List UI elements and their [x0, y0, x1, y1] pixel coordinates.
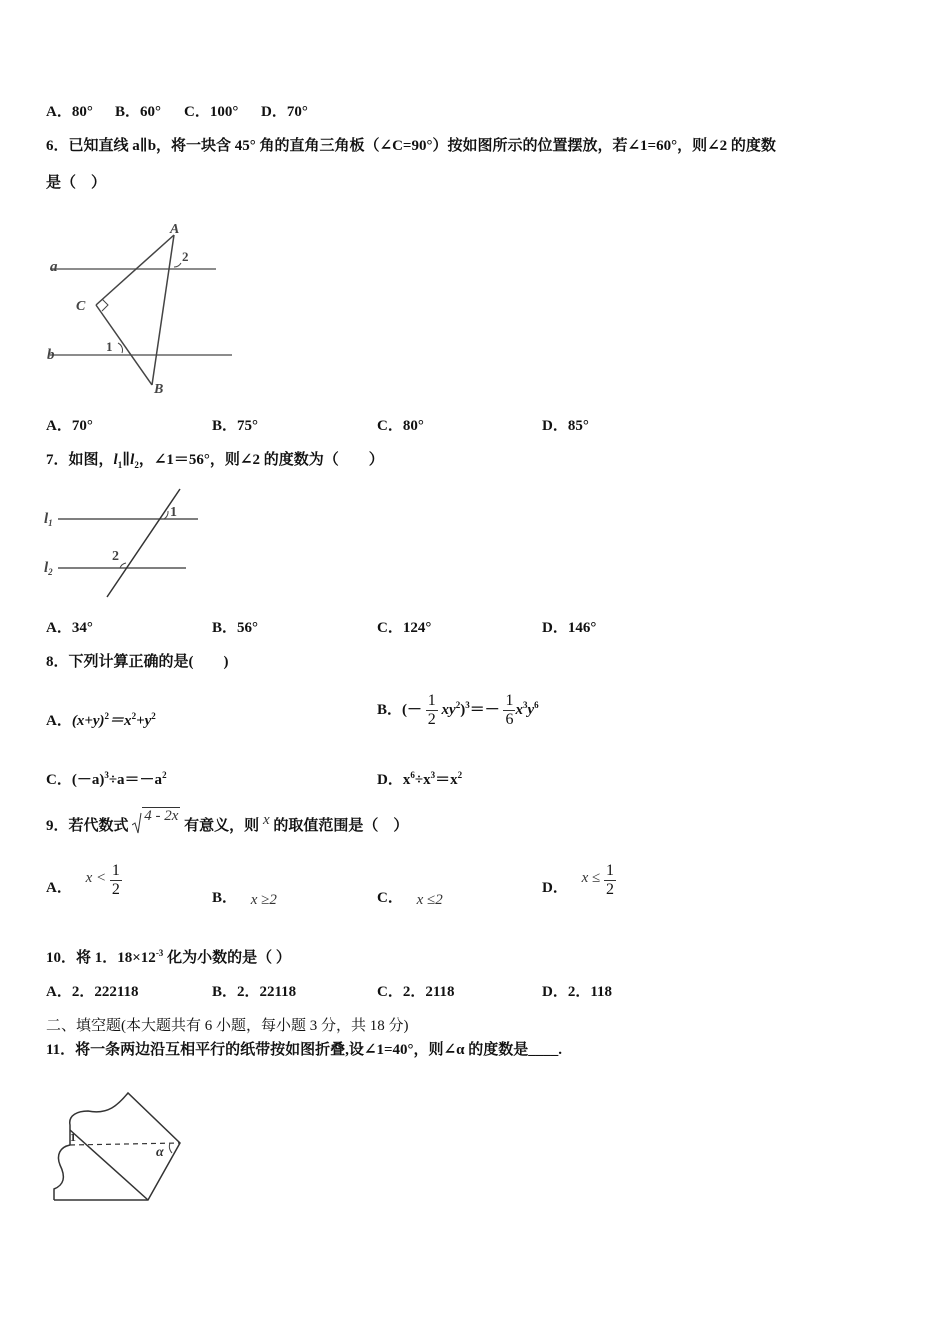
q6-option-a: A．70° [46, 418, 93, 434]
svg-text:l1 [44, 511, 53, 528]
q9-d-lhs: x ≤ [581, 870, 601, 886]
q8-d-mid2: ＝x [435, 772, 458, 788]
q8-b-y: y [527, 702, 535, 718]
q5-option-a: A．80° [46, 104, 93, 120]
q6-fig-label-b: b [47, 347, 55, 363]
q7-fig-l1: l [44, 511, 49, 527]
q5-option-c: C．100° [184, 104, 239, 120]
q8-b-fraction-1 [426, 692, 438, 729]
q7-stem-suffix: ，∠1＝56°，则∠2 的度数为（ ） [138, 452, 384, 468]
q8-c-sup2: 2 [162, 770, 167, 780]
q8-b-sup2: 3 [465, 700, 470, 710]
q10-option-c: C．2．2118 [377, 984, 455, 1000]
q8-c-label: C．(－a) [46, 772, 105, 788]
q9-stem-suffix: 的取值范围是（ ） [273, 818, 409, 834]
q10-stem-prefix: 10．将 1．18×12 [46, 950, 156, 966]
q9-a-fraction [110, 862, 122, 899]
q8-a-sup1: 2 [104, 711, 110, 721]
q7-fig-angle-1: 1 [170, 505, 177, 520]
q11-fig-angle-alpha: α [156, 1145, 164, 1160]
q8-b-fraction-2 [503, 692, 515, 729]
q9-c-expr: x ≤2 [416, 892, 443, 908]
q6-figure [44, 215, 244, 400]
q9-option-c [377, 888, 443, 908]
q10-option-a: A．2．222118 [46, 984, 139, 1000]
q8-b-num2: 1 [505, 692, 514, 710]
q9-a-den: 2 [111, 881, 120, 899]
q11-figure [48, 1085, 188, 1210]
q9-d-den: 2 [605, 881, 614, 899]
q9-b-expr: x ≥2 [250, 892, 277, 908]
q7-stem-l1: l [113, 452, 118, 468]
q8-a-mid2: +y [136, 713, 152, 729]
q8-b-sup1: 2 [455, 700, 461, 710]
q6-option-c: C．80° [377, 418, 424, 434]
q9-b-label: B． [212, 890, 238, 906]
q7-figure [40, 485, 210, 605]
q9-option-a [46, 862, 122, 910]
q5-option-b: B．60° [115, 104, 162, 120]
q8-stem: 8．下列计算正确的是( ) [46, 654, 229, 670]
q9-d-label: D． [542, 880, 568, 896]
q10-stem-sup: -3 [155, 948, 164, 958]
q8-option-c [46, 770, 167, 790]
q11-fig-angle-1: 1 [70, 1130, 76, 1144]
q9-stem-mid: 有意义，则 [184, 818, 260, 834]
q7-stem-l1-sub: 1 [117, 460, 123, 470]
q9-a-num: 1 [111, 862, 120, 880]
q7-stem [46, 450, 384, 470]
q9-option-b [212, 888, 277, 908]
q11-stem: 11．将一条两边沿互相平行的纸带按如图折叠,设∠1=40°，则∠α 的度数是____. [46, 1042, 562, 1058]
q7-option-a: A．34° [46, 620, 93, 636]
q8-b-sup4: 6 [534, 700, 539, 710]
q9-stem [46, 808, 408, 844]
q9-stem-var: x [262, 812, 270, 828]
q5-option-d: D．70° [261, 104, 308, 120]
q8-b-xy: xy [441, 702, 456, 718]
q6-fig-label-angle-1: 1 [106, 339, 113, 354]
q8-c-mid: ÷a＝－a [108, 772, 163, 788]
q8-a-expr1: (x+y) [71, 713, 105, 729]
q8-b-sup3: 3 [522, 700, 528, 710]
q9-radicand: 4 - 2x [144, 808, 179, 824]
q6-option-d: D．85° [542, 418, 589, 434]
q8-option-a [46, 711, 156, 731]
q7-stem-l2-sub: 2 [134, 460, 139, 470]
q6-fig-label-vertex-a: A [170, 222, 180, 237]
q9-option-d [542, 862, 616, 910]
q6-stem-line1: 6．已知直线 a∥b，将一块含 45° 角的直角三角板（∠C=90°）按如图所示的位置摆放，若∠1=60°，则∠2 的度数 [46, 138, 776, 154]
q8-c-sup1: 3 [104, 770, 109, 780]
q9-a-lhs: x < [85, 870, 107, 886]
q6-fig-label-vertex-c: C [76, 299, 86, 314]
q7-fig-l2: l [44, 560, 49, 576]
q6-option-b: B．75° [212, 418, 259, 434]
q6-stem-line2: 是（ ） [46, 175, 107, 191]
q9-c-label: C． [377, 890, 403, 906]
q8-d-mid: ÷x [414, 772, 431, 788]
q6-fig-label-vertex-b: B [154, 382, 164, 397]
q7-stem-l2: l [130, 452, 135, 468]
q9-stem-prefix: 9．若代数式 [46, 818, 129, 834]
q9-radical-sign [132, 812, 142, 834]
q8-a-label: A． [46, 713, 72, 729]
q7-option-d: D．146° [542, 620, 597, 636]
q8-b-close: ) [460, 702, 466, 718]
q8-a-sup3: 2 [151, 711, 156, 721]
q10-option-d: D．2．118 [542, 984, 613, 1000]
q7-fig-angle-2: 2 [112, 549, 119, 564]
q8-d-sup3: 2 [457, 770, 463, 780]
q8-b-num1: 1 [427, 692, 436, 710]
q6-fig-label-angle-2: 2 [182, 249, 189, 264]
q7-stem-prefix: 7．如图， [46, 452, 114, 468]
q10-stem-suffix: 化为小数的是（ ） [163, 950, 291, 966]
q8-d-sup2: 3 [430, 770, 436, 780]
q7-option-c: C．124° [377, 620, 432, 636]
q9-radical [132, 798, 180, 834]
q10-option-b: B．2．22118 [212, 984, 297, 1000]
q9-a-label: A． [46, 880, 72, 896]
q8-d-sup1: 6 [410, 770, 415, 780]
q9-d-fraction [604, 862, 616, 899]
q6-fig-label-a: a [50, 259, 58, 275]
q7-fig-l2-sub: 2 [48, 567, 53, 577]
svg-text:l2 [44, 560, 53, 577]
q8-b-den1: 2 [427, 711, 436, 729]
q10-stem [46, 948, 291, 968]
q7-stem-parallel: ∥ [122, 452, 131, 468]
q8-a-mid: ＝x [109, 713, 132, 729]
q8-d-label: D．x [377, 772, 411, 788]
q8-a-sup2: 2 [131, 711, 137, 721]
section-2-heading: 二、填空题(本大题共有 6 小题，每小题 3 分，共 18 分) [46, 1018, 409, 1034]
q8-b-label: B．(－ [377, 702, 423, 718]
q7-fig-l1-sub: 1 [48, 518, 53, 528]
q8-b-den2: 6 [505, 711, 514, 729]
q9-d-num: 1 [605, 862, 614, 880]
q7-option-b: B．56° [212, 620, 259, 636]
q8-option-d [377, 770, 462, 790]
q8-b-x: x [515, 702, 523, 718]
q8-option-b [377, 688, 539, 732]
q8-b-eq: ＝－ [469, 702, 500, 718]
